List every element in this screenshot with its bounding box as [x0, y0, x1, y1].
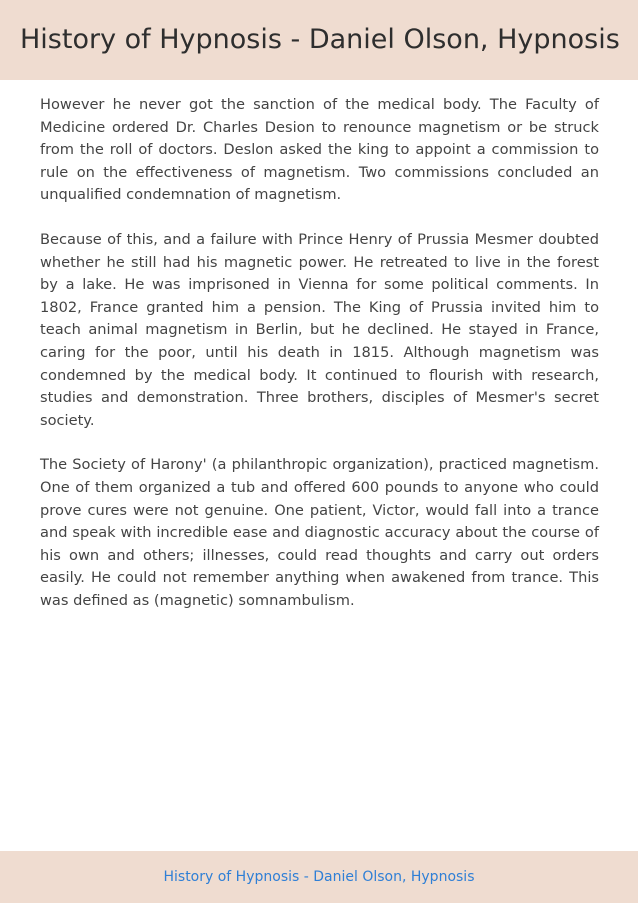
footer-link[interactable]: History of Hypnosis - Daniel Olson, Hypnosis [163, 869, 475, 885]
paragraph-3: The Society of Harony' (a philanthropic organization), practiced magnetism. One of them organized a tub and offered 600 pounds to anyone who could prove cures were not genuine. One patient, Victor, would fall into a trance and speak with incredible ease and diagnostic accuracy about the course of his own and others; illnesses, could read thoughts and carry out orders easily. He could not remember anything when awakened from trance. This was defined as (magnetic) somnambulism. [40, 456, 599, 609]
document-body [40, 94, 599, 634]
paragraph-2: Because of this, and a failure with Prince Henry of Prussia Mesmer doubted whether he still had his magnetic power. He retreated to live in the forest by a lake. He was imprisoned in Vienna for some political comments. In 1802, France granted him a pension. The King of Prussia invited him to teach animal magnetism in Berlin, but he declined. He stayed in France, caring for the poor, until his death in 1815. Although magnetism was condemned by the medical body. It continued to flourish with research, studies and demonstration. Three brothers, disciples of Mesmer's secret society. [40, 230, 599, 429]
page-header [0, 0, 638, 80]
page-footer [0, 851, 638, 903]
paragraph-1: However he never got the sanction of the medical body. The Faculty of Medicine ordered Dr. Charles Desion to renounce magnetism or be struck from the roll of doctors. Deslon asked the king to appoint a commission to rule on the effectiveness of magnetism. Two commissions concluded an unqualified condemnation of magnetism. [40, 96, 599, 204]
page-title: History of Hypnosis - Daniel Olson, Hypnosis [20, 24, 620, 55]
